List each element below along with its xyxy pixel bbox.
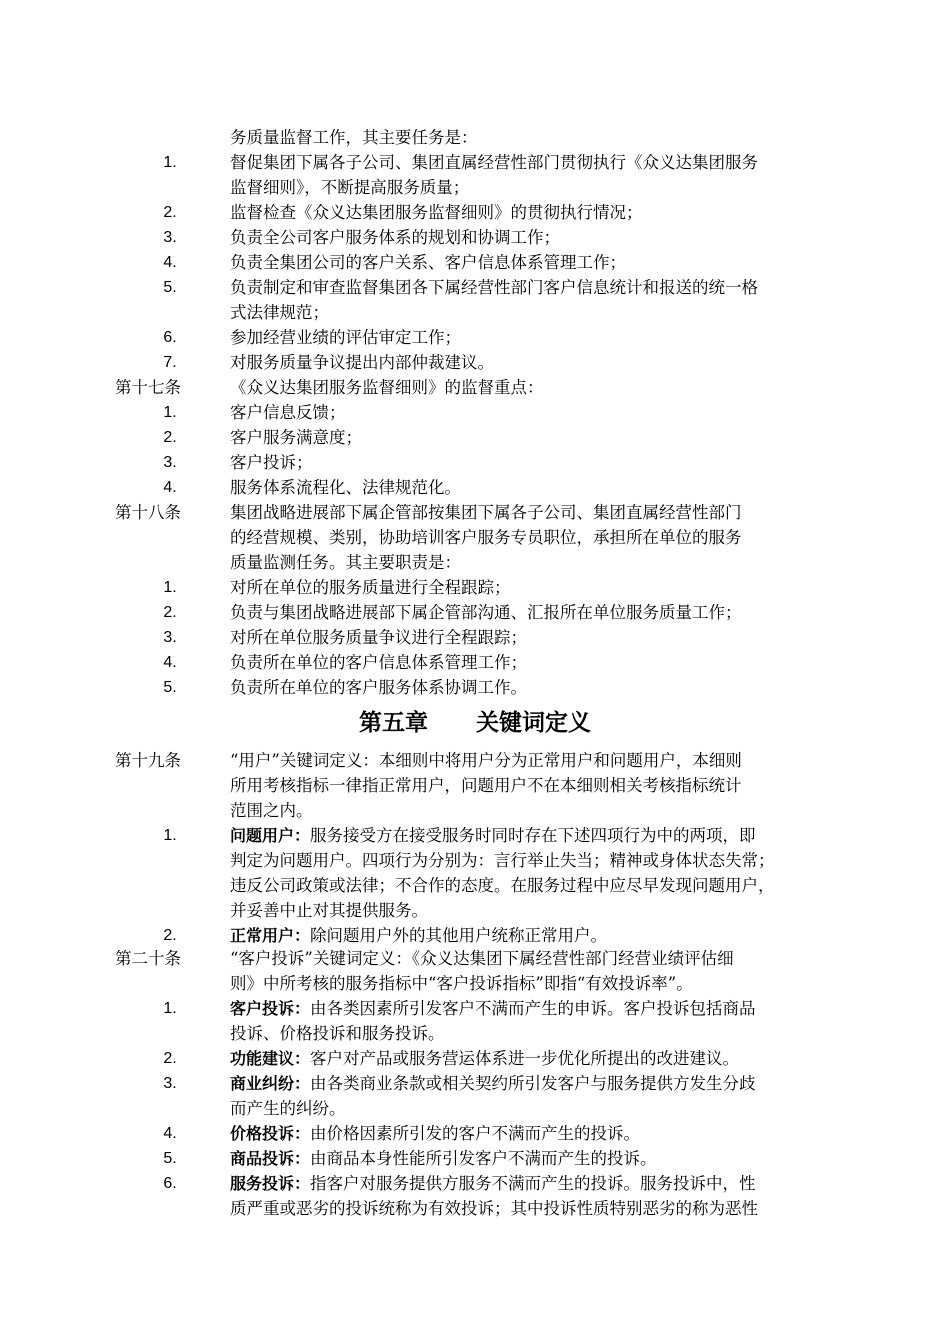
text-line: 对服务质量争议提出内部仲裁建议。 [230, 353, 494, 372]
text-line: 式法律规范； [230, 303, 329, 322]
text-line: 参加经营业绩的评估审定工作； [230, 328, 461, 347]
list-number: 5. [163, 1150, 177, 1167]
text-line [230, 823, 756, 848]
list-number: 4. [163, 654, 177, 671]
text-line [230, 996, 756, 1021]
text-line: 负责制定和审查监督集团各下属经营性部门客户信息统计和报送的统一格 [230, 278, 758, 297]
text-line [230, 1071, 756, 1096]
text-line: 范围之内。 [230, 801, 313, 820]
list-number: 5. [163, 679, 177, 696]
list-number: 1. [163, 1000, 177, 1017]
text-line [230, 1046, 739, 1071]
list-number: 4. [163, 254, 177, 271]
list-number: 3. [163, 1075, 177, 1092]
text-line: 对所在单位服务质量争议进行全程跟踪； [230, 628, 527, 647]
term-definition: 由价格因素所引发的客户不满而产生的投诉。 [310, 1124, 641, 1143]
term-definition: 由商品本身性能所引发客户不满而产生的投诉。 [310, 1149, 657, 1168]
list-number: 2. [163, 429, 177, 446]
text-line: 《众义达集团服务监督细则》的监督重点： [230, 378, 544, 397]
text-line: 质量监测任务。其主要职责是： [230, 553, 461, 572]
term-definition: 客户对产品或服务营运体系进一步优化所提出的改进建议。 [310, 1049, 740, 1068]
text-line: 并妥善中止对其提供服务。 [230, 901, 428, 920]
text-line [230, 1121, 640, 1146]
text-line: 监督检查《众义达集团服务监督细则》的贯彻执行情况； [230, 203, 643, 222]
list-number: 1. [163, 154, 177, 171]
list-number: 1. [163, 827, 177, 844]
text-line: 务质量监督工作，其主要任务是： [230, 128, 478, 147]
text-line: 客户投诉； [230, 453, 313, 472]
text-line [230, 923, 607, 948]
term-definition: 由各类因素所引发客户不满而产生的申诉。客户投诉包括商品 [310, 999, 756, 1018]
list-number: 2. [163, 604, 177, 621]
list-number: 3. [163, 454, 177, 471]
term-label: 功能建议： [230, 1049, 311, 1068]
term-definition: 除问题用户外的其他用户统称正常用户。 [310, 926, 608, 945]
text-line: 负责所在单位的客户服务体系协调工作。 [230, 678, 527, 697]
article-number: 第十八条 [115, 503, 181, 522]
text-line: 的经营规模、类别，协助培训客户服务专员职位，承担所在单位的服务 [230, 528, 742, 547]
text-line: 监督细则》，不断提高服务质量； [230, 178, 470, 197]
list-number: 4. [163, 479, 177, 496]
text-line: 投诉、价格投诉和服务投诉。 [230, 1024, 445, 1043]
article-number: 第二十条 [115, 949, 181, 968]
list-number: 6. [163, 329, 177, 346]
text-line: 质严重或恶劣的投诉统称为有效投诉；其中投诉性质特别恶劣的称为恶性 [230, 1199, 758, 1218]
list-number: 5. [163, 279, 177, 296]
term-label: 问题用户： [230, 826, 311, 845]
text-line: 判定为问题用户。四项行为分别为：言行举止失当；精神或身体状态失常； [230, 851, 775, 870]
term-label: 正常用户： [230, 926, 311, 945]
text-line: 则》中所考核的服务指标中“客户投诉指标”即指“有效投诉率”。 [230, 974, 693, 993]
text-line: 集团战略进展部下属企管部按集团下属各子公司、集团直属经营性部门 [230, 503, 742, 522]
term-label: 服务投诉： [230, 1174, 311, 1193]
text-line: 服务体系流程化、法律规范化。 [230, 478, 461, 497]
text-line: 所用考核指标一律指正常用户，问题用户不在本细则相关考核指标统计 [230, 776, 742, 795]
text-line: 负责全集团公司的客户关系、客户信息体系管理工作； [230, 253, 626, 272]
list-number: 7. [163, 354, 177, 371]
text-line: 督促集团下属各子公司、集团直属经营性部门贯彻执行《众义达集团服务 [230, 153, 758, 172]
list-number: 4. [163, 1125, 177, 1142]
list-number: 2. [163, 204, 177, 221]
text-line: 客户服务满意度； [230, 428, 362, 447]
text-line: 违反公司政策或法律；不合作的态度。在服务过程中应尽早发现问题用户， [230, 876, 775, 895]
text-line [230, 1171, 756, 1196]
term-label: 客户投诉： [230, 999, 311, 1018]
text-line: 对所在单位的服务质量进行全程跟踪； [230, 578, 511, 597]
text-line: “客户投诉”关键词定义：《众义达集团下属经营性部门经营业绩评估细 [230, 949, 734, 968]
term-definition: 服务接受方在接受服务时同时存在下述四项行为中的两项，即 [310, 826, 756, 845]
chapter-heading: 第五章 关键词定义 [358, 709, 592, 736]
term-label: 商品投诉： [230, 1149, 311, 1168]
term-label: 价格投诉： [230, 1124, 311, 1143]
text-line [230, 1146, 657, 1171]
text-line: “用户”关键词定义：本细则中将用户分为正常用户和问题用户，本细则 [230, 751, 742, 770]
article-number: 第十九条 [115, 751, 181, 770]
list-number: 3. [163, 229, 177, 246]
text-line: 而产生的纠纷。 [230, 1099, 346, 1118]
text-line: 负责所在单位的客户信息体系管理工作； [230, 653, 527, 672]
text-line: 负责全公司客户服务体系的规划和协调工作； [230, 228, 560, 247]
article-number: 第十七条 [115, 378, 181, 397]
text-line: 客户信息反馈； [230, 403, 346, 422]
text-line: 负责与集团战略进展部下属企管部沟通、汇报所在单位服务质量工作； [230, 603, 742, 622]
term-definition: 由各类商业条款或相关契约所引发客户与服务提供方发生分歧 [310, 1074, 756, 1093]
list-number: 1. [163, 404, 177, 421]
term-label: 商业纠纷： [230, 1074, 311, 1093]
list-number: 1. [163, 579, 177, 596]
term-definition: 指客户对服务提供方服务不满而产生的投诉。服务投诉中，性 [310, 1174, 756, 1193]
list-number: 2. [163, 927, 177, 944]
list-number: 3. [163, 629, 177, 646]
list-number: 6. [163, 1175, 177, 1192]
list-number: 2. [163, 1050, 177, 1067]
